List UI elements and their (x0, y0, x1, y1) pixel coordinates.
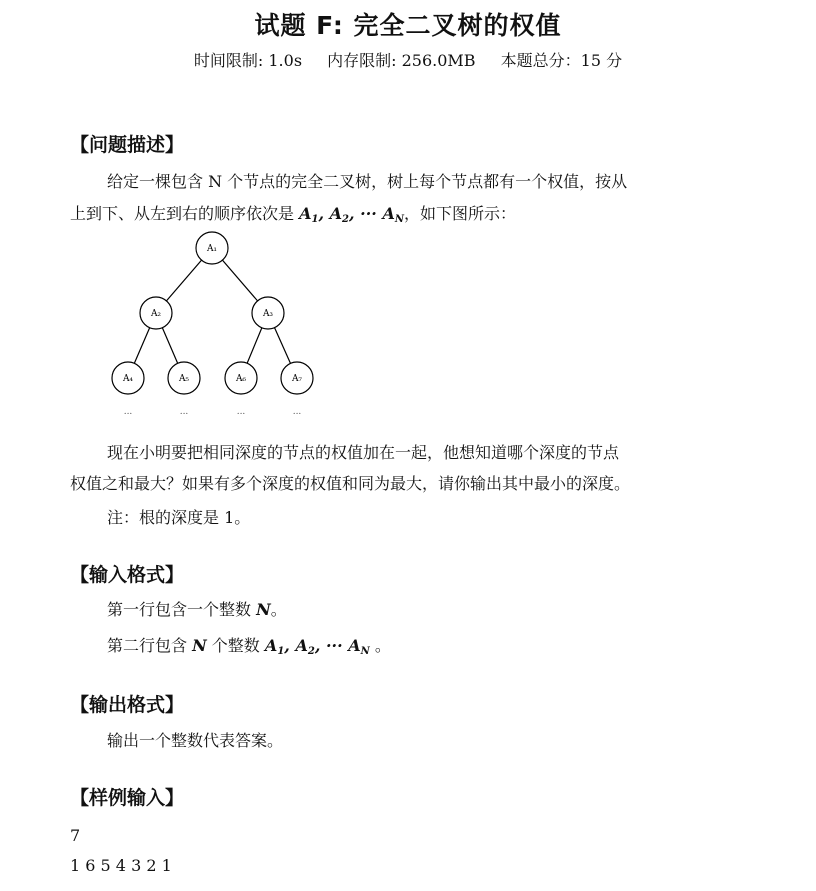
problem-line-2-prefix: 上到下、从左到右的顺序依次是 (70, 204, 300, 223)
ellipsis-a7: ... (292, 407, 302, 417)
problem-line-3: 现在小明要把相同深度的节点的权值加在一起，他想知道哪个深度的节点 (107, 443, 620, 462)
problem-title: 试题 F: 完全二叉树的权值 (254, 11, 562, 40)
problem-line-2-suffix: ，如下图所示： (404, 204, 517, 223)
output-line-1: 输出一个整数代表答案。 (107, 731, 284, 750)
node-label-a5: A₅ (178, 374, 190, 384)
input-line-2-mid: 个整数 (206, 636, 265, 655)
node-label-a2: A₂ (150, 309, 162, 319)
node-label-a1: A₁ (206, 244, 218, 254)
problem-line-2 (70, 204, 516, 224)
sequence-formula: $A_1$, $A_2$, ··· $A_N$ (264, 636, 370, 657)
section-heading-sample-input: 【样例输入】 (70, 787, 185, 809)
problem-line-4: 权值之和最大？如果有多个深度的权值和同为最大，请你输出其中最小的深度。 (70, 474, 631, 493)
section-heading-input: 【输入格式】 (70, 564, 185, 586)
input-line-1-suffix: 。 (270, 600, 287, 619)
section-heading-output: 【输出格式】 (70, 694, 185, 716)
binary-tree-svg (100, 228, 330, 423)
input-line-2-prefix: 第二行包含 (107, 636, 193, 655)
problem-line-1: 给定一棵包含 N 个节点的完全二叉树，树上每个节点都有一个权值，按从 (107, 172, 628, 191)
node-label-a7: A₇ (291, 374, 303, 384)
ellipsis-a5: ... (179, 407, 189, 417)
ellipsis-a4: ... (123, 407, 133, 417)
binary-tree-diagram (100, 228, 330, 423)
n-symbol: N (256, 600, 271, 619)
node-label-a4: A₄ (122, 374, 134, 384)
ellipsis-a6: ... (236, 407, 246, 417)
n-symbol: N (192, 636, 207, 655)
input-line-1-prefix: 第一行包含一个整数 (107, 600, 257, 619)
problem-meta (0, 48, 816, 71)
total-score: 本题总分：15 分 (500, 51, 623, 70)
node-label-a3: A₃ (262, 309, 274, 319)
memory-limit: 内存限制: 256.0MB (327, 51, 476, 70)
sample-input-line-1: 7 (70, 826, 81, 845)
input-line-2 (107, 636, 391, 656)
time-limit: 时间限制: 1.0s (193, 51, 303, 70)
input-line-2-suffix: 。 (369, 636, 391, 655)
section-heading-problem: 【问题描述】 (70, 134, 185, 156)
input-line-1 (107, 600, 287, 620)
sequence-formula: $A_1$, $A_2$, ··· $A_N$ (299, 204, 404, 225)
node-label-a6: A₆ (235, 374, 247, 384)
problem-note: 注：根的深度是 1。 (107, 508, 251, 527)
sample-input-line-2: 1 6 5 4 3 2 1 (70, 856, 172, 875)
